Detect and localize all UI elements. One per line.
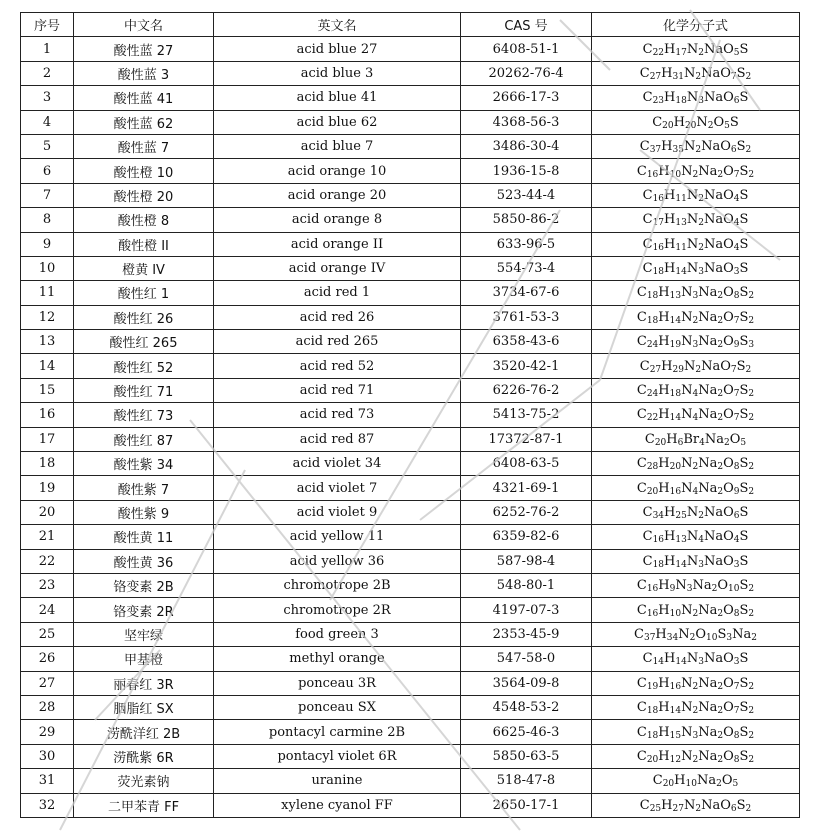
row-number: 29 [21, 720, 74, 744]
row-number: 27 [21, 671, 74, 695]
chinese-name: 涝酰紫 6R [74, 744, 214, 768]
cas-number: 554-73-4 [461, 256, 592, 280]
chemical-formula: $C_{20}H_{12}N_2Na_2O_8S_2$ [592, 744, 800, 768]
english-name: acid orange IV [214, 256, 461, 280]
cas-number: 587-98-4 [461, 549, 592, 573]
chinese-name: 酸性红 52 [74, 354, 214, 378]
row-number: 13 [21, 330, 74, 354]
chemical-formula: $C_{16}H_{13}N_4NaO_4S$ [592, 525, 800, 549]
english-name: acid red 52 [214, 354, 461, 378]
row-number: 30 [21, 744, 74, 768]
table-row [21, 476, 800, 500]
chinese-name: 酸性红 87 [74, 427, 214, 451]
table-row [21, 378, 800, 402]
row-number: 11 [21, 281, 74, 305]
cas-number: 523-44-4 [461, 183, 592, 207]
cas-number: 3761-53-3 [461, 305, 592, 329]
dye-table [20, 12, 800, 818]
chinese-name: 酸性红 71 [74, 378, 214, 402]
chinese-name: 二甲苯青 FF [74, 793, 214, 817]
chinese-name: 酸性橙 8 [74, 208, 214, 232]
header-english-name: 英文名 [214, 13, 461, 37]
chinese-name: 酸性红 26 [74, 305, 214, 329]
chinese-name: 涝酰洋红 2B [74, 720, 214, 744]
english-name: acid red 1 [214, 281, 461, 305]
table-row [21, 769, 800, 793]
row-number: 21 [21, 525, 74, 549]
cas-number: 6252-76-2 [461, 500, 592, 524]
chemical-formula: $C_{17}H_{13}N_2NaO_4S$ [592, 208, 800, 232]
chinese-name: 坚牢绿 [74, 622, 214, 646]
chemical-formula: $C_{16}H_9N_3Na_2O_{10}S_2$ [592, 573, 800, 597]
table-row [21, 403, 800, 427]
header-cas: CAS 号 [461, 13, 592, 37]
chinese-name: 酸性蓝 3 [74, 61, 214, 85]
chemical-formula: $C_{27}H_{31}N_2NaO_7S_2$ [592, 61, 800, 85]
table-row [21, 744, 800, 768]
cas-number: 17372-87-1 [461, 427, 592, 451]
table-row [21, 61, 800, 85]
english-name: acid blue 62 [214, 110, 461, 134]
chemical-formula: $C_{18}H_{14}N_3NaO_3S$ [592, 549, 800, 573]
english-name: acid orange II [214, 232, 461, 256]
chemical-formula: $C_{20}H_{10}Na_2O_5$ [592, 769, 800, 793]
row-number: 7 [21, 183, 74, 207]
cas-number: 5850-86-2 [461, 208, 592, 232]
english-name: acid red 87 [214, 427, 461, 451]
header-formula: 化学分子式 [592, 13, 800, 37]
table-row [21, 232, 800, 256]
chemical-formula: $C_{28}H_{20}N_2Na_2O_8S_2$ [592, 452, 800, 476]
table-row [21, 134, 800, 158]
english-name: acid red 73 [214, 403, 461, 427]
table-row [21, 695, 800, 719]
cas-number: 3520-42-1 [461, 354, 592, 378]
english-name: acid violet 7 [214, 476, 461, 500]
table-row [21, 793, 800, 817]
english-name: pontacyl carmine 2B [214, 720, 461, 744]
english-name: acid red 71 [214, 378, 461, 402]
chemical-formula: $C_{18}H_{15}N_3Na_2O_8S_2$ [592, 720, 800, 744]
chinese-name: 酸性橙 20 [74, 183, 214, 207]
row-number: 31 [21, 769, 74, 793]
english-name: ponceau SX [214, 695, 461, 719]
chemical-formula: $C_{23}H_{18}N_3NaO_6S$ [592, 86, 800, 110]
row-number: 6 [21, 159, 74, 183]
english-name: acid red 26 [214, 305, 461, 329]
cas-number: 4197-07-3 [461, 598, 592, 622]
table-row [21, 159, 800, 183]
cas-number: 2666-17-3 [461, 86, 592, 110]
chinese-name: 酸性蓝 41 [74, 86, 214, 110]
cas-number: 518-47-8 [461, 769, 592, 793]
chinese-name: 酸性黄 11 [74, 525, 214, 549]
cas-number: 633-96-5 [461, 232, 592, 256]
cas-number: 4368-56-3 [461, 110, 592, 134]
cas-number: 547-58-0 [461, 647, 592, 671]
cas-number: 6408-63-5 [461, 452, 592, 476]
english-name: uranine [214, 769, 461, 793]
cas-number: 4321-69-1 [461, 476, 592, 500]
row-number: 19 [21, 476, 74, 500]
table-row [21, 720, 800, 744]
english-name: acid orange 8 [214, 208, 461, 232]
row-number: 1 [21, 37, 74, 61]
chemical-formula: $C_{18}H_{14}N_3NaO_3S$ [592, 256, 800, 280]
cas-number: 6625-46-3 [461, 720, 592, 744]
row-number: 26 [21, 647, 74, 671]
cas-number: 6358-43-6 [461, 330, 592, 354]
row-number: 16 [21, 403, 74, 427]
chemical-formula: $C_{18}H_{14}N_2Na_2O_7S_2$ [592, 305, 800, 329]
english-name: acid blue 27 [214, 37, 461, 61]
english-name: acid blue 7 [214, 134, 461, 158]
table-row [21, 573, 800, 597]
header-no: 序号 [21, 13, 74, 37]
row-number: 18 [21, 452, 74, 476]
cas-number: 20262-76-4 [461, 61, 592, 85]
table-row [21, 647, 800, 671]
row-number: 12 [21, 305, 74, 329]
chinese-name: 酸性橙 II [74, 232, 214, 256]
row-number: 10 [21, 256, 74, 280]
table-row [21, 598, 800, 622]
cas-number: 2650-17-1 [461, 793, 592, 817]
english-name: chromotrope 2R [214, 598, 461, 622]
cas-number: 5850-63-5 [461, 744, 592, 768]
table-body [21, 37, 800, 818]
english-name: ponceau 3R [214, 671, 461, 695]
chemical-formula: $C_{18}H_{14}N_2Na_2O_7S_2$ [592, 695, 800, 719]
row-number: 15 [21, 378, 74, 402]
chinese-name: 荧光素钠 [74, 769, 214, 793]
row-number: 8 [21, 208, 74, 232]
english-name: acid violet 9 [214, 500, 461, 524]
cas-number: 5413-75-2 [461, 403, 592, 427]
table-row [21, 183, 800, 207]
chinese-name: 胭脂红 SX [74, 695, 214, 719]
cas-number: 6359-82-6 [461, 525, 592, 549]
chinese-name: 丽春红 3R [74, 671, 214, 695]
chinese-name: 甲基橙 [74, 647, 214, 671]
table-row [21, 281, 800, 305]
chinese-name: 铬变素 2B [74, 573, 214, 597]
english-name: acid yellow 36 [214, 549, 461, 573]
chemical-formula: $C_{16}H_{11}N_2NaO_4S$ [592, 232, 800, 256]
english-name: acid orange 10 [214, 159, 461, 183]
chemical-formula: $C_{22}H_{17}N_2NaO_5S$ [592, 37, 800, 61]
cas-number: 3486-30-4 [461, 134, 592, 158]
row-number: 9 [21, 232, 74, 256]
cas-number: 6226-76-2 [461, 378, 592, 402]
table-row [21, 427, 800, 451]
row-number: 5 [21, 134, 74, 158]
chemical-formula: $C_{14}H_{14}N_3NaO_3S$ [592, 647, 800, 671]
header-row [21, 13, 800, 37]
table-row [21, 671, 800, 695]
chinese-name: 酸性红 73 [74, 403, 214, 427]
chinese-name: 酸性橙 10 [74, 159, 214, 183]
chemical-formula: $C_{20}H_6Br_4Na_2O_5$ [592, 427, 800, 451]
cas-number: 2353-45-9 [461, 622, 592, 646]
english-name: acid yellow 11 [214, 525, 461, 549]
table-row [21, 86, 800, 110]
chinese-name: 酸性蓝 27 [74, 37, 214, 61]
row-number: 20 [21, 500, 74, 524]
table-row [21, 622, 800, 646]
chemical-formula: $C_{37}H_{35}N_2NaO_6S_2$ [592, 134, 800, 158]
chinese-name: 铬变素 2R [74, 598, 214, 622]
table-row [21, 549, 800, 573]
table-row [21, 208, 800, 232]
chemical-formula: $C_{22}H_{14}N_4Na_2O_7S_2$ [592, 403, 800, 427]
row-number: 32 [21, 793, 74, 817]
english-name: acid blue 3 [214, 61, 461, 85]
row-number: 24 [21, 598, 74, 622]
cas-number: 3564-09-8 [461, 671, 592, 695]
english-name: pontacyl violet 6R [214, 744, 461, 768]
table-row [21, 305, 800, 329]
english-name: xylene cyanol FF [214, 793, 461, 817]
chinese-name: 酸性红 265 [74, 330, 214, 354]
table-row [21, 525, 800, 549]
english-name: methyl orange [214, 647, 461, 671]
cas-number: 3734-67-6 [461, 281, 592, 305]
chinese-name: 酸性紫 9 [74, 500, 214, 524]
table-row [21, 256, 800, 280]
cas-number: 548-80-1 [461, 573, 592, 597]
chemical-formula: $C_{16}H_{11}N_2NaO_4S$ [592, 183, 800, 207]
chinese-name: 酸性紫 34 [74, 452, 214, 476]
english-name: acid orange 20 [214, 183, 461, 207]
cas-number: 6408-51-1 [461, 37, 592, 61]
row-number: 28 [21, 695, 74, 719]
row-number: 25 [21, 622, 74, 646]
english-name: chromotrope 2B [214, 573, 461, 597]
header-chinese-name: 中文名 [74, 13, 214, 37]
chinese-name: 酸性紫 7 [74, 476, 214, 500]
cas-number: 4548-53-2 [461, 695, 592, 719]
table-row [21, 354, 800, 378]
chinese-name: 酸性蓝 62 [74, 110, 214, 134]
chemical-formula: $C_{16}H_{10}N_2Na_2O_7S_2$ [592, 159, 800, 183]
table-row [21, 500, 800, 524]
table-row [21, 452, 800, 476]
chinese-name: 酸性黄 36 [74, 549, 214, 573]
english-name: acid blue 41 [214, 86, 461, 110]
chemical-formula: $C_{27}H_{29}N_2NaO_7S_2$ [592, 354, 800, 378]
table-row [21, 330, 800, 354]
chemical-formula: $C_{37}H_{34}N_2O_{10}S_3Na_2$ [592, 622, 800, 646]
row-number: 22 [21, 549, 74, 573]
row-number: 4 [21, 110, 74, 134]
english-name: acid red 265 [214, 330, 461, 354]
chemical-formula: $C_{34}H_{25}N_2NaO_6S$ [592, 500, 800, 524]
chinese-name: 酸性蓝 7 [74, 134, 214, 158]
chemical-formula: $C_{20}H_{20}N_2O_5S$ [592, 110, 800, 134]
row-number: 3 [21, 86, 74, 110]
chinese-name: 酸性红 1 [74, 281, 214, 305]
chinese-name: 橙黄 IV [74, 256, 214, 280]
chemical-formula: $C_{20}H_{16}N_4Na_2O_9S_2$ [592, 476, 800, 500]
chemical-formula: $C_{16}H_{10}N_2Na_2O_8S_2$ [592, 598, 800, 622]
table-row [21, 37, 800, 61]
row-number: 2 [21, 61, 74, 85]
english-name: acid violet 34 [214, 452, 461, 476]
table-row [21, 110, 800, 134]
chemical-formula: $C_{19}H_{16}N_2Na_2O_7S_2$ [592, 671, 800, 695]
chemical-formula: $C_{24}H_{19}N_3Na_2O_9S_3$ [592, 330, 800, 354]
english-name: food green 3 [214, 622, 461, 646]
row-number: 17 [21, 427, 74, 451]
row-number: 14 [21, 354, 74, 378]
cas-number: 1936-15-8 [461, 159, 592, 183]
chemical-formula: $C_{18}H_{13}N_3Na_2O_8S_2$ [592, 281, 800, 305]
row-number: 23 [21, 573, 74, 597]
chemical-formula: $C_{25}H_{27}N_2NaO_6S_2$ [592, 793, 800, 817]
chemical-formula: $C_{24}H_{18}N_4Na_2O_7S_2$ [592, 378, 800, 402]
